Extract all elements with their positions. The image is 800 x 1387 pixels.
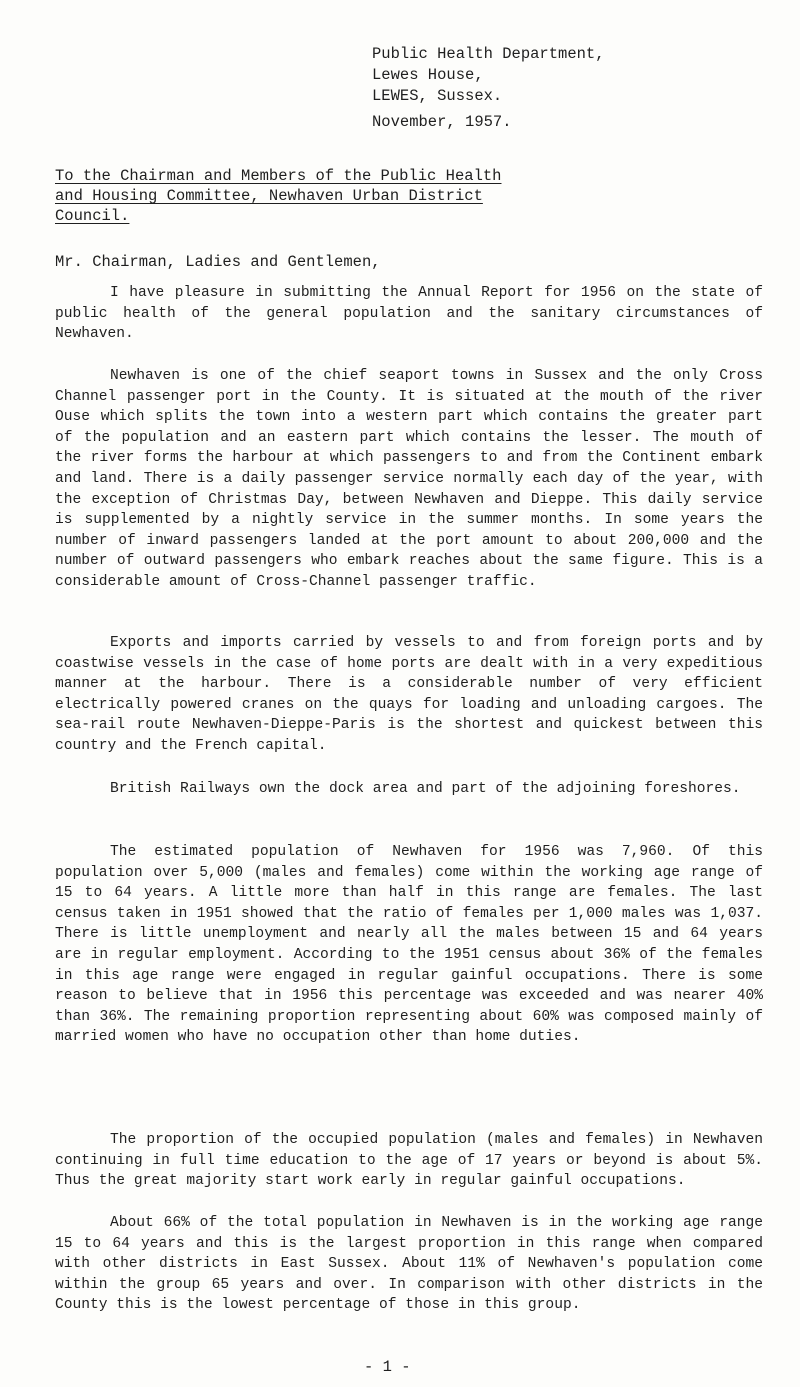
address-line: Lewes House, bbox=[372, 66, 484, 84]
paragraph-exports: Exports and imports carried by vessels to and from foreign ports and by coastwise vessels in the case of home ports are dealt with in a very expeditious manner at the harbour. There is a considerable number of very efficient electrically powered cranes on the quays for loading and unloading cargoes. The sea-rail route Newhaven-Dieppe-Paris is the shortest and quickest between this country and the French capital. bbox=[55, 635, 763, 754]
page-number: - 1 - bbox=[364, 1358, 411, 1376]
paragraph-age-range: About 66% of the total population in Newhaven is in the working age range 15 to 64 years and this is the largest proportion in this range when compared with other districts in East Sussex. About 11% of Newhaven's population come within the group 65 years and over. In comparison with other districts in the County this is the lowest percentage of those in this group. bbox=[55, 1215, 763, 1314]
sender-address bbox=[372, 44, 605, 107]
letter-date: November, 1957. bbox=[372, 113, 512, 131]
addressee-line: Council. bbox=[55, 207, 130, 225]
paragraph-railways: British Railways own the dock area and part of the adjoining foreshores. bbox=[110, 781, 741, 797]
addressee-block bbox=[55, 166, 501, 226]
address-line: LEWES, Sussex. bbox=[372, 87, 503, 105]
paragraph-education: The proportion of the occupied population (males and females) in Newhaven continuing in full time education to the age of 17 years or beyond is about 5%. Thus the great majority start work early in regular gainful occupations. bbox=[55, 1132, 763, 1190]
addressee-line: To the Chairman and Members of the Public Health bbox=[55, 167, 502, 185]
paragraph-intro: I have pleasure in submitting the Annual Report for 1956 on the state of public health of the general population and the sanitary circumstances of Newhaven. bbox=[55, 285, 763, 343]
paragraph-seaport: Newhaven is one of the chief seaport towns in Sussex and the only Cross Channel passenger port in the County. It is situated at the mouth of the river Ouse which splits the town into a western part which contains the greater part of the population and an eastern part which contains the lesser. The mouth of the river forms the harbour at which passengers to and from the Continent embark and land. There is a daily passenger service normally each day of the year, with the exception of Christmas Day, between Newhaven and Dieppe. This daily service is supplemented by a nightly service in the summer months. In some years the number of inward passengers landed at the port amount to about 200,000 and the number of outward passengers who embark reaches about the same figure. This is a considerable amount of Cross-Channel passenger traffic. bbox=[55, 368, 763, 590]
addressee-line: and Housing Committee, Newhaven Urban District bbox=[55, 187, 483, 205]
paragraph-population: The estimated population of Newhaven for 1956 was 7,960. Of this population over 5,000 (males and females) come within the working age range of 15 to 64 years. A little more than half in this range are females. The last census taken in 1951 showed that the ratio of females per 1,000 males was 1,037. There is little unemployment and nearly all the males between 15 and 64 years are in regular employment. According to the 1951 census about 36% of the females in this age range were engaged in regular gainful occupations. There is some reason to believe that in 1956 this percentage was exceeded and was nearer 40% than 36%. The remaining proportion representing about 60% was composed mainly of married women who have no occupation other than home duties. bbox=[55, 844, 763, 1046]
salutation: Mr. Chairman, Ladies and Gentlemen, bbox=[55, 253, 381, 271]
address-line: Public Health Department, bbox=[372, 45, 605, 63]
